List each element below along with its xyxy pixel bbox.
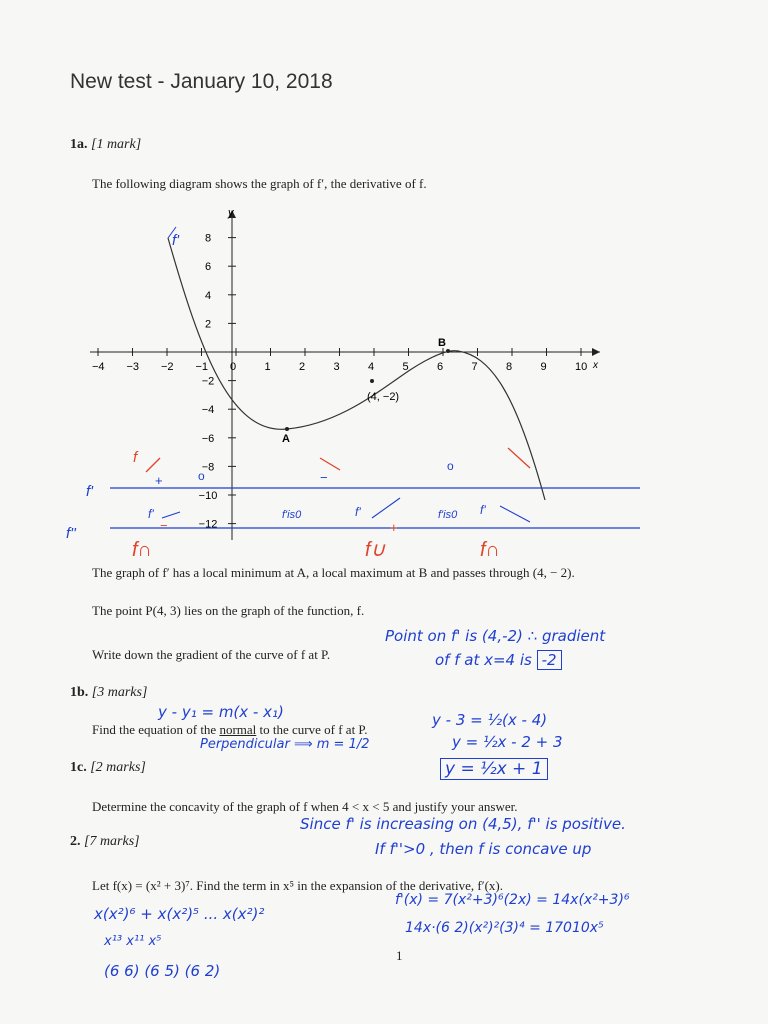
y-axis-label: y [228, 207, 234, 219]
q1b-stmt-normal: normal [219, 722, 257, 737]
q2-hw-right-2: 14x·(6 2)(x²)²(3)⁴ = 17010x⁵ [405, 920, 604, 936]
fprime-slope-2 [372, 498, 400, 518]
x-tick-label: −3 [126, 361, 140, 373]
q1a-answer-line-2 [435, 651, 562, 669]
y-tick-label: −12 [198, 518, 218, 531]
plus-sign: + [155, 473, 163, 488]
x-tick-label: 7 [471, 361, 478, 373]
fprime-small-2: f' [355, 505, 361, 519]
y-tick-label: 4 [204, 289, 212, 302]
x-tick-label: 10 [575, 361, 588, 373]
curve-label: f' [172, 232, 180, 249]
f-top-label: f [133, 449, 138, 466]
q1b-stmt-pre: Find the equation of the [92, 722, 217, 737]
fprime-slope-3 [500, 506, 530, 522]
f-increasing-mark [146, 458, 160, 472]
fprime-row-label: f' [86, 483, 94, 500]
q1a-answer-line-1: Point on f' is (4,-2) ∴ gradient [385, 627, 606, 645]
zero-mark-1: o [198, 469, 205, 483]
q2-label: 2. [70, 834, 81, 849]
q1b-hw-perpendicular: Perpendicular ⟹ m = 1/2 [200, 737, 370, 752]
y-tick-label: −6 [201, 432, 215, 445]
q2-hw-left-2: x¹³ x¹¹ x⁵ [104, 934, 162, 949]
q1b-label: 1b. [70, 685, 89, 700]
q1c-marks: [2 marks] [90, 760, 146, 775]
q1a-heading [70, 137, 141, 153]
minus-sign-1: − [320, 470, 328, 485]
x-tick-label: 1 [264, 361, 271, 373]
q2-heading [70, 834, 140, 850]
f-concave-up: f∪ [365, 539, 386, 560]
page-number: 1 [396, 948, 403, 963]
x-axis-arrow [592, 348, 600, 356]
q1c-hw-line-1: Since f' is increasing on (4,5), f'' is positive. [300, 815, 626, 833]
q1c-label: 1c. [70, 760, 87, 775]
q1a-marks: [1 mark] [91, 137, 142, 152]
y-tick-label: 6 [204, 261, 212, 274]
plus-sign-2: + [390, 520, 398, 535]
q1c-statement: Determine the concavity of the graph of f when 4 < x < 5 and justify your answer. [92, 799, 518, 814]
q1b-heading [70, 685, 147, 701]
fdprime-row-label: f'' [66, 525, 76, 542]
y-tick-label: −4 [201, 404, 215, 417]
y-tick-label: −8 [201, 461, 215, 474]
q2-marks: [7 marks] [84, 834, 140, 849]
y-tick-label: 2 [204, 318, 212, 331]
page-title: New test - January 10, 2018 [70, 70, 333, 93]
y-ticks [199, 233, 236, 531]
q2-hw-right-1: f'(x) = 7(x²+3)⁶(2x) = 14x(x²+3)⁶ [395, 892, 630, 908]
x-tick-label: 9 [540, 361, 547, 373]
q1b-hw-step-2: y = ½x - 2 + 3 [452, 733, 563, 751]
x-tick-label: 0 [230, 361, 237, 373]
q1a-statement-1: The graph of f′ has a local minimum at A, a local maximum at B and passes through (4, − 2). [92, 565, 575, 580]
fprime-is-zero-2: f'is0 [438, 509, 458, 521]
f-concave-down-2: f∩ [480, 539, 500, 560]
q1a-answer-box: -2 [537, 650, 562, 670]
point-B-label: B [438, 337, 446, 349]
y-tick-label: −10 [198, 490, 218, 502]
fprime-small-3: f' [480, 503, 486, 517]
y-tick-label: −2 [201, 375, 215, 388]
q1c-hw-line-2: If f''>0 , then f is concave up [375, 840, 592, 858]
x-tick-label: −4 [92, 361, 105, 373]
x-tick-label: 4 [368, 361, 375, 373]
zero-mark-2: o [447, 459, 454, 473]
q2-hw-left-3: (6 6) (6 5) (6 2) [104, 962, 221, 980]
f-decreasing-mark-2 [508, 448, 530, 468]
q2-hw-left-1: x(x²)⁶ + x(x²)⁵ ... x(x²)² [94, 905, 265, 923]
fprime-is-zero-1: f'is0 [282, 509, 302, 521]
q1a-label: 1a. [70, 137, 88, 152]
q1b-marks: [3 marks] [91, 685, 148, 700]
x-tick-label: −1 [195, 361, 209, 373]
x-tick-label: 8 [506, 361, 513, 373]
q1c-heading [70, 760, 146, 776]
x-tick-label: −2 [161, 361, 174, 373]
f-decreasing-mark [320, 458, 340, 470]
q1b-hw-step-1: y - 3 = ½(x - 4) [432, 711, 548, 729]
q1a-intro: The following diagram shows the graph of f′, the derivative of f. [92, 176, 427, 191]
point-A-marker [285, 427, 289, 431]
point-B-marker [446, 349, 450, 353]
point-4-minus2-marker [370, 379, 374, 383]
q1b-stmt-post: to the curve of f at P. [259, 722, 368, 737]
fprime-small-1: f' [148, 507, 154, 521]
q1b-hw-answer: y = ½x + 1 [440, 758, 548, 780]
point-4-minus2-label: (4, −2) [367, 391, 400, 403]
f-concave-down-1: f∩ [132, 539, 152, 560]
x-axis-label: x [593, 360, 598, 371]
q2-statement: Let f(x) = (x² + 3)⁷. Find the term in x⁵ in the expansion of the derivative, f′(x). [92, 878, 503, 893]
q1a-answer-text: of f at x=4 is [435, 651, 532, 669]
point-A-label: A [282, 433, 290, 445]
minus-sign-2: − [160, 518, 168, 533]
x-tick-label: 5 [402, 361, 409, 373]
q1b-hw-formula: y - y₁ = m(x - x₁) [158, 703, 284, 721]
q1b-statement [92, 722, 367, 738]
q1a-statement-2: The point P(4, 3) lies on the graph of the function, f. [92, 603, 365, 618]
x-tick-label: 3 [333, 361, 340, 373]
y-tick-label: 8 [204, 232, 212, 245]
derivative-graph [0, 200, 768, 560]
x-tick-label: 6 [437, 361, 444, 373]
q1a-statement-3: Write down the gradient of the curve of f at P. [92, 647, 331, 662]
x-tick-label: 2 [299, 361, 306, 373]
fprime-curve [168, 238, 545, 500]
